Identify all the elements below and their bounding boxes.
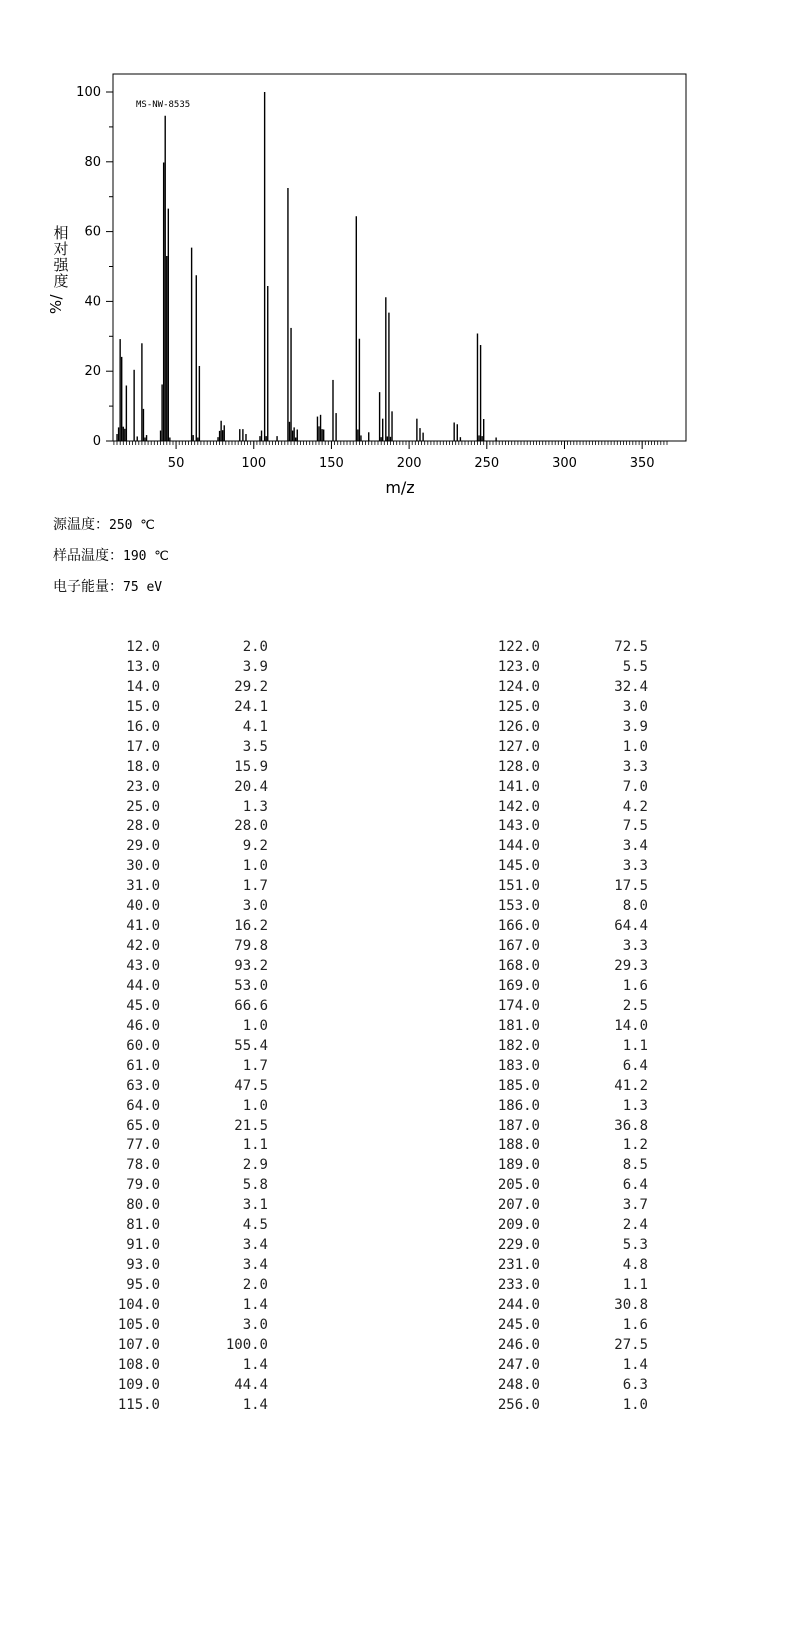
x-tick-label: 200 (396, 456, 422, 471)
peak-intensity: 3.0 (242, 898, 268, 915)
peak-intensity: 4.2 (622, 798, 648, 815)
peak-intensity: 32.4 (614, 678, 648, 695)
peak-row (480, 778, 650, 798)
peak-mz: 31.0 (126, 878, 160, 895)
peak-intensity: 8.5 (622, 1157, 648, 1174)
peak-row (100, 1256, 270, 1276)
peak-row (100, 1017, 270, 1037)
peak-intensity: 5.8 (242, 1177, 268, 1194)
sample-temperature-value: 190 ℃ (123, 549, 169, 564)
peak-row (100, 857, 270, 877)
peak-mz: 43.0 (126, 958, 160, 974)
peak-row (100, 1097, 270, 1117)
peak-intensity: 64.4 (614, 918, 648, 935)
peak-mz: 188.0 (497, 1137, 540, 1154)
peak-mz: 124.0 (497, 678, 540, 695)
peak-intensity: 1.7 (242, 1057, 268, 1074)
x-minor-ticks (114, 441, 667, 445)
peak-mz: 144.0 (497, 838, 540, 855)
peak-intensity: 9.2 (242, 838, 268, 855)
peak-row (100, 1376, 270, 1396)
peak-intensity: 2.0 (242, 639, 268, 655)
peak-intensity: 5.5 (622, 658, 648, 675)
peak-intensity: 3.3 (622, 938, 648, 955)
peak-intensity: 1.7 (242, 878, 268, 895)
peak-mz: 126.0 (497, 718, 540, 735)
peak-row (480, 1136, 650, 1156)
peak-mz: 61.0 (126, 1057, 160, 1074)
x-tick-label: 300 (552, 456, 577, 471)
y-tick-label: 80 (84, 154, 101, 170)
peak-table-right (480, 638, 650, 1416)
peak-mz: 182.0 (497, 1037, 540, 1054)
peak-row (480, 1196, 650, 1216)
peak-row (480, 738, 650, 758)
peak-intensity: 16.2 (234, 918, 268, 935)
peak-row (480, 698, 650, 718)
y-axis-label-char: 强 (53, 256, 69, 274)
peak-intensity: 53.0 (234, 977, 268, 994)
peak-mz: 78.0 (126, 1157, 160, 1174)
peak-row (480, 798, 650, 818)
peak-intensity: 20.4 (234, 778, 268, 795)
peak-mz: 248.0 (497, 1376, 540, 1393)
peak-row (480, 1176, 650, 1196)
peak-row (100, 1176, 270, 1196)
peak-row (100, 698, 270, 718)
peak-mz: 122.0 (497, 639, 540, 655)
peak-row (100, 817, 270, 837)
peak-intensity: 4.5 (242, 1217, 268, 1234)
y-tick-label: 40 (84, 294, 101, 310)
peak-mz: 187.0 (497, 1117, 540, 1134)
peak-intensity: 1.3 (242, 798, 268, 815)
peak-intensity: 1.0 (242, 858, 268, 875)
peak-mz: 183.0 (497, 1057, 540, 1074)
peak-row (480, 1396, 650, 1416)
peak-intensity: 1.4 (242, 1296, 268, 1313)
peak-intensity: 2.5 (622, 997, 648, 1014)
peak-mz: 247.0 (497, 1356, 540, 1373)
peak-intensity: 3.4 (622, 838, 648, 855)
electron-energy (53, 576, 162, 596)
peak-mz: 205.0 (497, 1177, 540, 1194)
peak-mz: 107.0 (117, 1336, 160, 1353)
peak-row (480, 1336, 650, 1356)
peak-mz: 13.0 (126, 658, 160, 675)
peak-intensity: 3.9 (622, 718, 648, 735)
peak-intensity: 3.4 (242, 1237, 268, 1254)
peak-intensity: 66.6 (234, 997, 268, 1014)
peak-intensity: 17.5 (614, 878, 648, 895)
peak-row (100, 1077, 270, 1097)
peak-mz: 209.0 (497, 1217, 540, 1234)
peak-mz: 17.0 (126, 738, 160, 755)
peak-intensity: 1.0 (622, 1396, 648, 1413)
peak-intensity: 29.2 (234, 678, 268, 695)
peak-row (100, 738, 270, 758)
peak-mz: 181.0 (497, 1017, 540, 1034)
peak-mz: 142.0 (497, 798, 540, 815)
x-tick-label: 250 (474, 456, 500, 471)
peak-intensity: 3.4 (242, 1257, 268, 1274)
peak-mz: 80.0 (126, 1197, 160, 1214)
peak-mz: 23.0 (126, 778, 160, 795)
peak-intensity: 2.0 (242, 1277, 268, 1293)
peak-mz: 46.0 (126, 1017, 160, 1034)
peak-mz: 233.0 (497, 1277, 540, 1293)
peak-mz: 189.0 (497, 1157, 540, 1174)
peak-mz: 29.0 (126, 838, 160, 855)
peak-row (480, 1077, 650, 1097)
peak-row (480, 1256, 650, 1276)
y-axis-label-char: 相 (53, 224, 69, 242)
peak-mz: 143.0 (497, 818, 540, 835)
peak-mz: 104.0 (117, 1296, 160, 1313)
peak-intensity: 93.2 (234, 958, 268, 974)
peak-row (480, 937, 650, 957)
peak-table-left (100, 638, 270, 1416)
peak-mz: 95.0 (126, 1277, 160, 1293)
electron-energy-value: 75 eV (123, 580, 163, 595)
electron-energy-label: 电子能量： (53, 579, 123, 595)
peak-row (480, 638, 650, 658)
peak-intensity: 1.6 (622, 1316, 648, 1333)
peak-intensity: 30.8 (614, 1296, 648, 1313)
peak-row (100, 1136, 270, 1156)
peak-row (100, 1057, 270, 1077)
peak-row (100, 1276, 270, 1296)
peak-mz: 128.0 (497, 758, 540, 775)
peak-mz: 207.0 (497, 1197, 540, 1214)
peak-mz: 125.0 (497, 698, 540, 715)
peak-mz: 174.0 (497, 997, 540, 1014)
peak-row (100, 718, 270, 738)
peak-mz: 169.0 (497, 977, 540, 994)
peak-row (480, 877, 650, 897)
peak-mz: 105.0 (117, 1316, 160, 1333)
source-temperature-value: 250 ℃ (109, 518, 155, 533)
x-tick-label: 50 (167, 456, 185, 471)
peak-intensity: 1.6 (622, 977, 648, 994)
peak-mz: 231.0 (497, 1257, 540, 1274)
peak-row (100, 1396, 270, 1416)
peak-row (100, 1156, 270, 1176)
peak-mz: 79.0 (126, 1177, 160, 1194)
peak-row (480, 758, 650, 778)
peak-mz: 186.0 (497, 1097, 540, 1114)
peak-intensity: 1.3 (622, 1097, 648, 1114)
peak-mz: 25.0 (126, 798, 160, 815)
peak-mz: 229.0 (497, 1237, 540, 1254)
peak-row (100, 1216, 270, 1236)
peak-intensity: 7.5 (622, 818, 648, 835)
peak-intensity: 6.4 (622, 1177, 648, 1194)
peak-row (100, 897, 270, 917)
peak-row (100, 658, 270, 678)
y-tick-label: 0 (92, 434, 101, 449)
peak-row (100, 1336, 270, 1356)
peak-intensity: 3.5 (242, 738, 268, 755)
peak-mz: 115.0 (117, 1396, 160, 1413)
peak-intensity: 6.3 (622, 1376, 648, 1393)
peak-mz: 256.0 (497, 1396, 540, 1413)
peak-intensity: 1.0 (242, 1017, 268, 1034)
peak-mz: 42.0 (126, 938, 160, 955)
peak-row (100, 1316, 270, 1336)
x-tick-label: 100 (241, 456, 267, 471)
peak-mz: 15.0 (126, 698, 160, 715)
peak-intensity: 1.1 (622, 1277, 648, 1293)
peak-intensity: 3.3 (622, 758, 648, 775)
peak-mz: 127.0 (497, 738, 540, 755)
peak-intensity: 1.1 (242, 1137, 268, 1154)
peak-intensity: 15.9 (234, 758, 268, 775)
x-tick-label: 350 (629, 456, 655, 471)
peak-intensity: 29.3 (614, 958, 648, 974)
peak-row (480, 1236, 650, 1256)
peak-mz: 60.0 (126, 1037, 160, 1054)
peak-row (100, 957, 270, 977)
peak-row (480, 997, 650, 1017)
peak-intensity: 6.4 (622, 1057, 648, 1074)
y-axis-label-char: % (47, 299, 65, 315)
peak-row (480, 1296, 650, 1316)
peak-row (100, 798, 270, 818)
peak-intensity: 14.0 (614, 1017, 648, 1034)
peak-row (480, 917, 650, 937)
peak-intensity: 3.9 (242, 658, 268, 675)
peak-mz: 63.0 (126, 1077, 160, 1094)
peak-intensity: 5.3 (622, 1237, 648, 1254)
peak-row (480, 1376, 650, 1396)
peak-intensity: 41.2 (614, 1077, 648, 1094)
sample-temperature (53, 545, 169, 565)
peak-intensity: 1.4 (242, 1396, 268, 1413)
peak-mz: 244.0 (497, 1296, 540, 1313)
peak-row (100, 837, 270, 857)
peak-mz: 81.0 (126, 1217, 160, 1234)
peak-row (100, 917, 270, 937)
source-temperature (53, 514, 155, 534)
peak-mz: 28.0 (126, 818, 160, 835)
source-temperature-label: 源温度： (53, 517, 109, 533)
peak-row (100, 1037, 270, 1057)
peak-row (100, 638, 270, 658)
peak-mz: 153.0 (497, 898, 540, 915)
peak-intensity: 1.1 (622, 1037, 648, 1054)
peak-intensity: 27.5 (614, 1336, 648, 1353)
y-axis-label (47, 224, 69, 314)
peak-mz: 65.0 (126, 1117, 160, 1134)
peak-row (480, 897, 650, 917)
peak-row (480, 1057, 650, 1077)
peak-row (100, 1196, 270, 1216)
peak-intensity: 4.8 (622, 1257, 648, 1274)
peak-row (480, 1097, 650, 1117)
peak-row (480, 977, 650, 997)
peak-intensity: 79.8 (234, 938, 268, 955)
spectrum-code-label: MS-NW-8535 (136, 100, 191, 110)
peak-mz: 166.0 (497, 918, 540, 935)
peak-row (480, 817, 650, 837)
peak-mz: 185.0 (497, 1077, 540, 1094)
peak-intensity: 1.0 (242, 1097, 268, 1114)
peak-row (100, 977, 270, 997)
peak-row (480, 957, 650, 977)
peak-mz: 77.0 (126, 1137, 160, 1154)
x-tick-label: 150 (319, 456, 344, 471)
peak-mz: 64.0 (126, 1097, 160, 1114)
peak-mz: 168.0 (497, 958, 540, 974)
peak-mz: 93.0 (126, 1257, 160, 1274)
peak-mz: 167.0 (497, 938, 540, 955)
peak-intensity: 72.5 (614, 639, 648, 655)
peak-row (480, 658, 650, 678)
peak-intensity: 28.0 (234, 818, 268, 835)
peak-row (480, 1117, 650, 1137)
peak-mz: 91.0 (126, 1237, 160, 1254)
y-axis-label-char: 对 (53, 240, 69, 258)
peak-mz: 16.0 (126, 718, 160, 735)
peak-row (100, 758, 270, 778)
peak-row (480, 857, 650, 877)
peak-row (100, 997, 270, 1017)
peak-intensity: 7.0 (622, 778, 648, 795)
peak-intensity: 3.0 (242, 1316, 268, 1333)
peak-intensity: 100.0 (225, 1336, 268, 1353)
peak-mz: 40.0 (126, 898, 160, 915)
peak-intensity: 4.1 (242, 718, 268, 735)
peak-mz: 30.0 (126, 858, 160, 875)
peak-intensity: 21.5 (234, 1117, 268, 1134)
peak-intensity: 2.4 (622, 1217, 648, 1234)
peak-mz: 109.0 (117, 1376, 160, 1393)
peak-row (480, 1156, 650, 1176)
peak-intensity: 47.5 (234, 1077, 268, 1094)
spectrum-bars (117, 92, 496, 441)
y-tick-label: 20 (84, 364, 101, 380)
peak-intensity: 8.0 (622, 898, 648, 915)
peak-mz: 44.0 (126, 977, 160, 994)
peak-mz: 145.0 (497, 858, 540, 875)
peak-row (480, 837, 650, 857)
peak-mz: 151.0 (497, 878, 540, 895)
peak-intensity: 3.1 (242, 1197, 268, 1214)
peak-mz: 108.0 (117, 1356, 160, 1373)
y-tick-label: 100 (76, 85, 101, 100)
peak-intensity: 1.0 (622, 738, 648, 755)
peak-intensity: 1.4 (242, 1356, 268, 1373)
x-axis-label: m/z (385, 478, 415, 497)
peak-row (100, 1117, 270, 1137)
peak-mz: 141.0 (497, 778, 540, 795)
peak-mz: 18.0 (126, 758, 160, 775)
peak-mz: 45.0 (126, 997, 160, 1014)
peak-mz: 41.0 (126, 918, 160, 935)
peak-row (100, 778, 270, 798)
peak-row (480, 1216, 650, 1236)
peak-row (480, 718, 650, 738)
peak-row (100, 1236, 270, 1256)
y-axis-label-char: / (47, 294, 65, 300)
peak-intensity: 1.4 (622, 1356, 648, 1373)
peak-mz: 246.0 (497, 1336, 540, 1353)
peak-intensity: 2.9 (242, 1157, 268, 1174)
peak-intensity: 3.3 (622, 858, 648, 875)
peak-intensity: 3.7 (622, 1197, 648, 1214)
peak-row (480, 1356, 650, 1376)
mass-spectrum-chart (0, 0, 794, 500)
peak-row (480, 1017, 650, 1037)
peak-intensity: 36.8 (614, 1117, 648, 1134)
peak-row (100, 877, 270, 897)
peak-row (480, 1276, 650, 1296)
y-axis-label-char: 度 (53, 272, 69, 290)
peak-mz: 245.0 (497, 1316, 540, 1333)
sample-temperature-label: 样品温度： (53, 548, 123, 564)
peak-row (480, 1037, 650, 1057)
peak-row (100, 678, 270, 698)
peak-intensity: 55.4 (234, 1037, 268, 1054)
peak-intensity: 44.4 (234, 1376, 268, 1393)
peak-intensity: 24.1 (234, 698, 268, 715)
peak-row (480, 678, 650, 698)
y-tick-label: 60 (84, 224, 101, 240)
peak-mz: 123.0 (497, 658, 540, 675)
peak-row (100, 1296, 270, 1316)
peak-row (100, 1356, 270, 1376)
peak-mz: 12.0 (126, 639, 160, 655)
peak-mz: 14.0 (126, 678, 160, 695)
peak-row (100, 937, 270, 957)
peak-row (480, 1316, 650, 1336)
peak-intensity: 3.0 (622, 698, 648, 715)
peak-intensity: 1.2 (622, 1137, 648, 1154)
